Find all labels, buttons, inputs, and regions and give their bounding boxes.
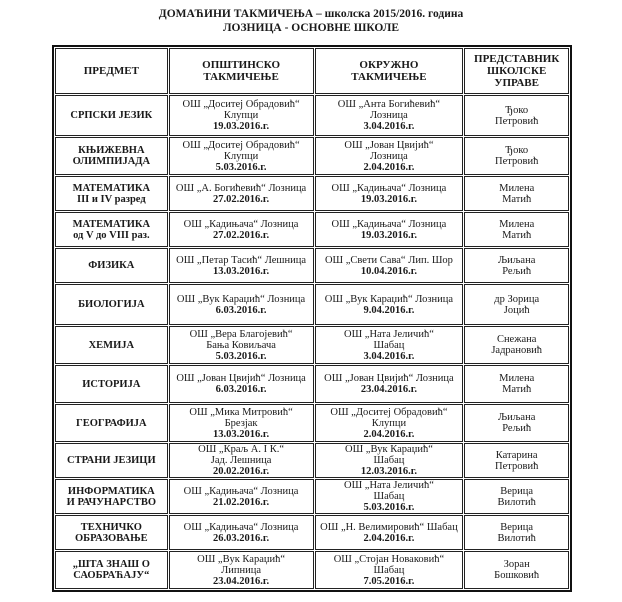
subject-cell: ГЕОГРАФИЈА (55, 404, 168, 442)
table-row (55, 443, 569, 478)
municipal-cell: ОШ „Доситеј Обрадовић“ Клупци 5.03.2016.г. (169, 137, 314, 175)
subject-cell: СТРАНИ ЈЕЗИЦИ (55, 443, 168, 478)
district-cell: ОШ „Н. Велимировић“ Шабац 2.04.2016.г. (315, 515, 464, 550)
table-row (55, 176, 569, 211)
representative-cell: Ђоко Петровић (464, 137, 569, 175)
table-row (55, 365, 569, 403)
municipal-cell: ОШ „Доситеј Обрадовић“ Клупци 19.03.2016.г. (169, 95, 314, 136)
table-row (55, 326, 569, 364)
header-subject: ПРЕДМЕТ (55, 48, 168, 94)
municipal-cell: ОШ „Краљ А. I К.“ Јад. Лешница 20.02.2016.г. (169, 443, 314, 478)
representative-cell: Верица Вилотић (464, 515, 569, 550)
representative-cell: Милена Матић (464, 212, 569, 247)
table-row (55, 551, 569, 589)
header-municipal: ОПШТИНСКО ТАКМИЧЕЊЕ (169, 48, 314, 94)
document-subtitle: ЛОЗНИЦА - ОСНОВНЕ ШКОЛЕ (222, 22, 400, 34)
municipal-cell: ОШ „А. Богићевић“ Лозница 27.02.2016.г. (169, 176, 314, 211)
table-row (55, 248, 569, 283)
district-cell: ОШ „Вук Караџић“ Шабац 12.03.2016.г. (315, 443, 464, 478)
subject-cell: МАТЕМАТИКА од V до VIII раз. (55, 212, 168, 247)
district-cell: ОШ „Вук Караџић“ Лозница 9.04.2016.г. (315, 284, 464, 325)
municipal-cell: ОШ „Кадињача“ Лозница 26.03.2016.г. (169, 515, 314, 550)
representative-cell: Верица Вилотић (464, 479, 569, 514)
table-row (55, 137, 569, 175)
subject-cell: БИОЛОГИЈА (55, 284, 168, 325)
municipal-cell: ОШ „Вук Караџић“ Лозница 6.03.2016.г. (169, 284, 314, 325)
subject-cell: ФИЗИКА (55, 248, 168, 283)
district-cell: ОШ „Кадињача“ Лозница 19.03.2016.г. (315, 212, 464, 247)
municipal-cell: ОШ „Кадињача“ Лозница 21.02.2016.г. (169, 479, 314, 514)
district-cell: ОШ „Ната Јеличић“ Шабац 5.03.2016.г. (315, 479, 464, 514)
municipal-cell: ОШ „Петар Тасић“ Лешница 13.03.2016.г. (169, 248, 314, 283)
municipal-cell: ОШ „Мика Митровић“ Брезјак 13.03.2016.г. (169, 404, 314, 442)
representative-cell: Катарина Петровић (464, 443, 569, 478)
table-header-row (55, 48, 569, 94)
representative-cell: Ђоко Петровић (464, 95, 569, 136)
municipal-cell: ОШ „Кадињача“ Лозница 27.02.2016.г. (169, 212, 314, 247)
table-row (55, 95, 569, 136)
district-cell: ОШ „Анта Богићевић“ Лозница 3.04.2016.г. (315, 95, 464, 136)
representative-cell: др Зорица Јоцић (464, 284, 569, 325)
district-cell: ОШ „Ната Јеличић“ Шабац 3.04.2016.г. (315, 326, 464, 364)
district-cell: ОШ „Свети Сава“ Лип. Шор 10.04.2016.г. (315, 248, 464, 283)
representative-cell: Милена Матић (464, 176, 569, 211)
competition-hosts-table (52, 45, 572, 592)
subject-cell: МАТЕМАТИКА III и IV разред (55, 176, 168, 211)
table-row (55, 284, 569, 325)
representative-cell: Љиљана Рељић (464, 404, 569, 442)
subject-cell: КЊИЖЕВНА ОЛИМПИЈАДА (55, 137, 168, 175)
table-row (55, 404, 569, 442)
subject-cell: „ШТА ЗНАШ О САОБРАЋАЈУ“ (55, 551, 168, 589)
representative-cell: Снежана Јадрановић (464, 326, 569, 364)
subject-cell: ИНФОРМАТИКА И РАЧУНАРСТВО (55, 479, 168, 514)
table-row (55, 515, 569, 550)
municipal-cell: ОШ „Вера Благојевић“ Бања Ковиљача 5.03.2016.г. (169, 326, 314, 364)
representative-cell: Милена Матић (464, 365, 569, 403)
subject-cell: ХЕМИЈА (55, 326, 168, 364)
document-title: ДОМАЋИНИ ТАКМИЧЕЊА – школска 2015/2016. година (158, 8, 464, 20)
representative-cell: Зоран Бошковић (464, 551, 569, 589)
district-cell: ОШ „Доситеј Обрадовић“ Клупци 2.04.2016.г. (315, 404, 464, 442)
subject-cell: ИСТОРИЈА (55, 365, 168, 403)
table-row (55, 479, 569, 514)
district-cell: ОШ „Јован Цвијић“ Лозница 2.04.2016.г. (315, 137, 464, 175)
subject-cell: ТЕХНИЧКО ОБРАЗОВАЊЕ (55, 515, 168, 550)
representative-cell: Љиљана Рељић (464, 248, 569, 283)
table-row (55, 212, 569, 247)
header-representative: ПРЕДСТАВНИК ШКОЛСКЕ УПРАВЕ (464, 48, 569, 94)
district-cell: ОШ „Стојан Новаковић“ Шабац 7.05.2016.г. (315, 551, 464, 589)
header-district: ОКРУЖНО ТАКМИЧЕЊЕ (315, 48, 464, 94)
municipal-cell: ОШ „Вук Караџић“ Липница 23.04.2016.г. (169, 551, 314, 589)
district-cell: ОШ „Јован Цвијић“ Лозница 23.04.2016.г. (315, 365, 464, 403)
municipal-cell: ОШ „Јован Цвијић“ Лозница 6.03.2016.г. (169, 365, 314, 403)
subject-cell: СРПСКИ ЈЕЗИК (55, 95, 168, 136)
district-cell: ОШ „Кадињача“ Лозница 19.03.2016.г. (315, 176, 464, 211)
